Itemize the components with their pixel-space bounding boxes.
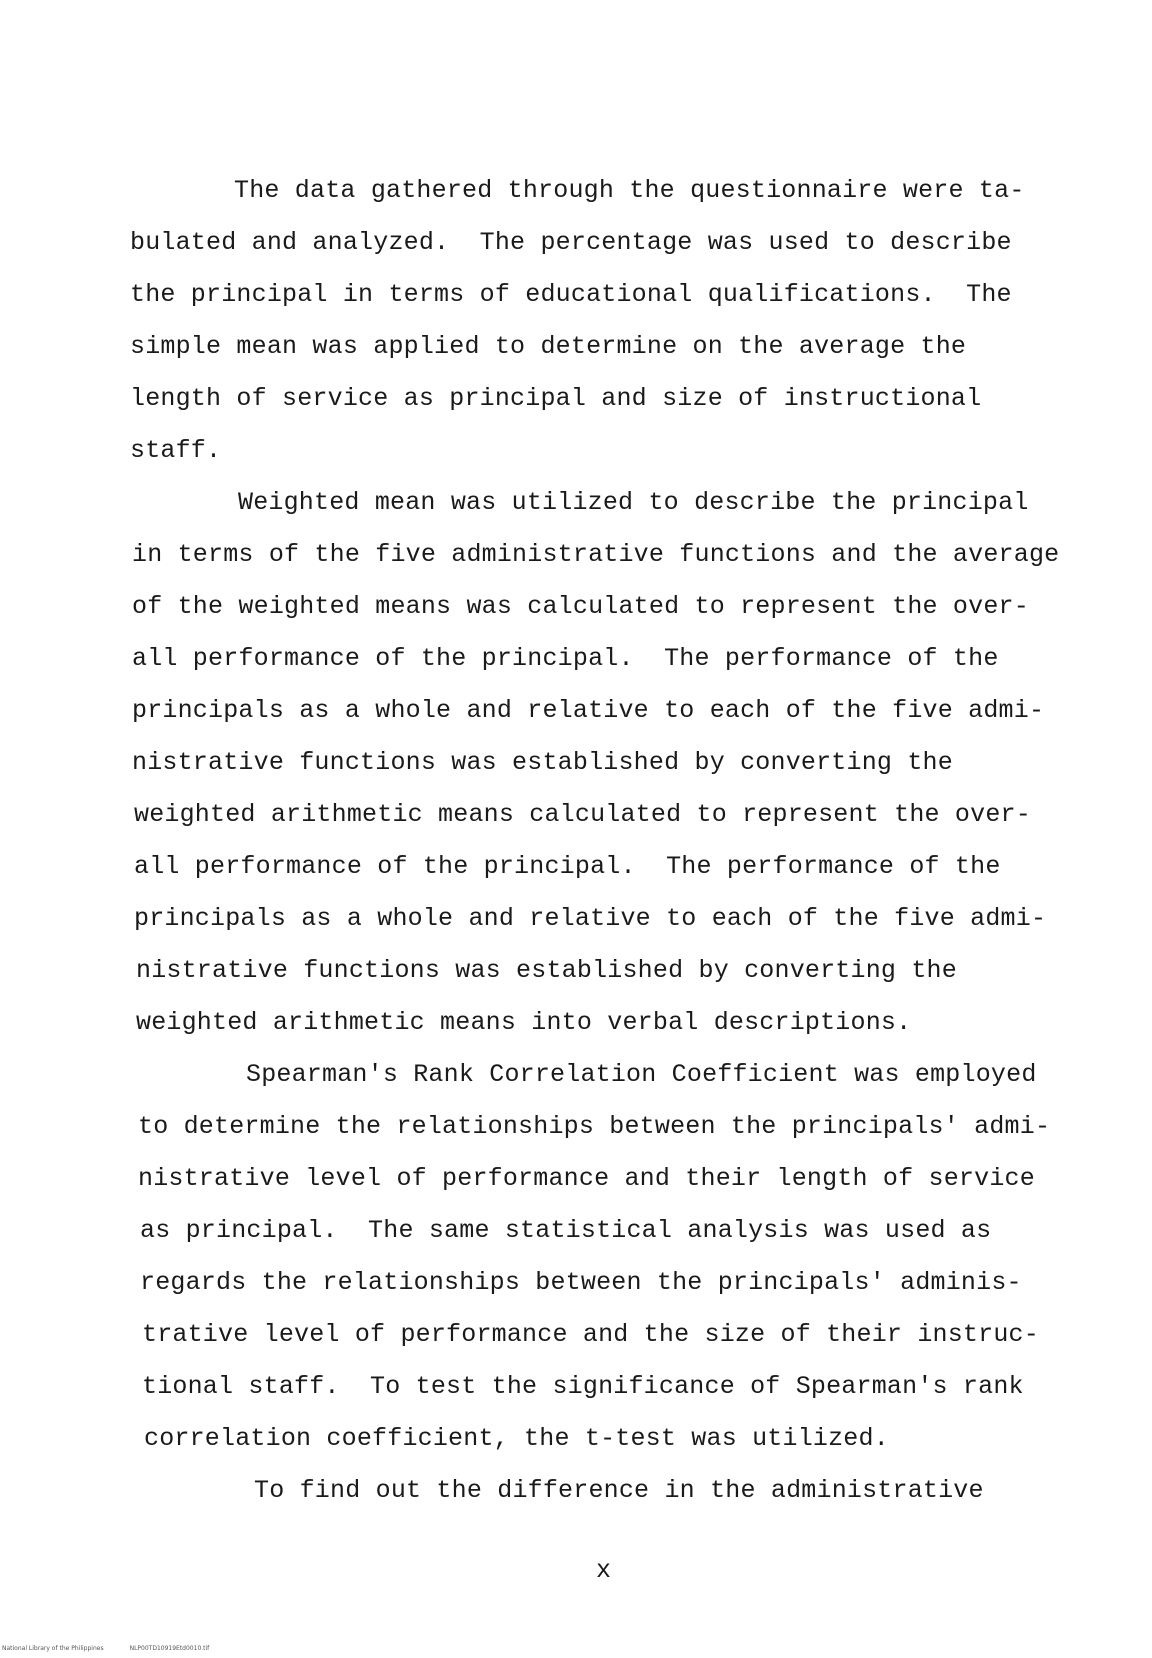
scan-footer [2,1645,235,1653]
text-line: nistrative functions was established by converting the [132,748,953,777]
text-line: nistrative level of performance and their length of service [138,1164,1035,1193]
text-line: Spearman's Rank Correlation Coefficient was employed [246,1060,1037,1089]
text-line: the principal in terms of educational qualifications. The [130,280,1012,309]
text-line: of the weighted means was calculated to represent the over- [132,592,1029,621]
text-line: The data gathered through the questionnaire were ta- [234,176,1025,205]
text-line: principals as a whole and relative to each of the five admi- [134,904,1047,933]
text-line: To find out the difference in the administrative [254,1476,984,1505]
text-line: nistrative functions was established by converting the [136,956,957,985]
text-line: regards the relationships between the principals' adminis- [140,1268,1022,1297]
text-line: Weighted mean was utilized to describe the principal [238,488,1029,517]
text-line: principals as a whole and relative to each of the five admi- [132,696,1045,725]
footer-file-id: NLP00TD10919Etd0010.tif [129,1645,210,1652]
page-number: x [596,1556,612,1585]
text-line: length of service as principal and size of instructional [130,384,982,413]
text-line: all performance of the principal. The performance of the [132,644,999,673]
footer-library: National Library of the Philippines [2,1645,104,1652]
text-line: weighted arithmetic means calculated to represent the over- [134,800,1031,829]
text-line: simple mean was applied to determine on the average the [130,332,967,361]
text-line: all performance of the principal. The performance of the [134,852,1001,881]
text-line: as principal. The same statistical analysis was used as [140,1216,992,1245]
text-line: staff. [130,436,222,465]
text-line: in terms of the five administrative functions and the average [132,540,1060,569]
text-line: correlation coefficient, the t-test was utilized. [144,1424,889,1453]
text-line: weighted arithmetic means into verbal descriptions. [136,1008,912,1037]
text-line: bulated and analyzed. The percentage was used to describe [130,228,1012,257]
text-line: to determine the relationships between the principals' admi- [138,1112,1051,1141]
text-line: tional staff. To test the significance of Spearman's rank [142,1372,1024,1401]
text-line: trative level of performance and the size of their instruc- [142,1320,1039,1349]
